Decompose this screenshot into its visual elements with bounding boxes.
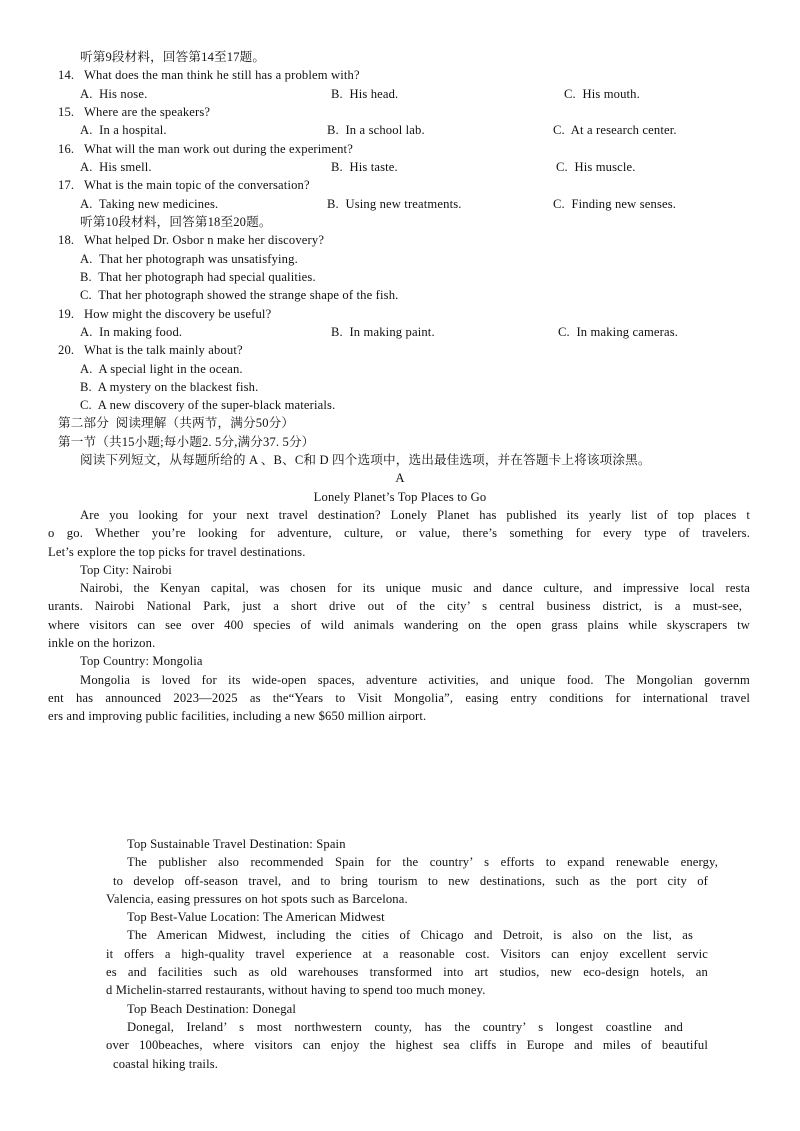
sustainable-line-2: to develop off-season travel, and to bring tourism to new destinations, such as the port city of	[113, 874, 708, 888]
city-line-4: inkle on the horizon.	[48, 636, 156, 650]
q16-option-a: A. His smell.	[80, 160, 152, 174]
beach-line-1: Donegal, Ireland’ s most northwestern county, has the country’ s longest coastline and	[127, 1020, 683, 1034]
q18-number: 18.	[58, 233, 75, 247]
q14-option-b: B. His head.	[331, 87, 399, 101]
q18-option-b: B. That her photograph had special qualities.	[80, 270, 316, 284]
q17-number: 17.	[58, 178, 75, 192]
q17-option-b: B. Using new treatments.	[327, 197, 462, 211]
q19-option-a: A. In making food.	[80, 325, 183, 339]
country-heading: Top Country: Mongolia	[80, 654, 203, 668]
q20-number: 20.	[58, 343, 75, 357]
q19-number: 19.	[58, 307, 75, 321]
sustainable-line-3: Valencia, easing pressures on hot spots such as Barcelona.	[106, 892, 408, 906]
passage-title: Lonely Planet’s Top Places to Go	[313, 490, 487, 504]
passage-letter: A	[395, 471, 405, 485]
value-line-1: The American Midwest, including the cities of Chicago and Detroit, is also on the list, as	[127, 928, 693, 942]
city-line-2: urants. Nairobi National Park, just a short drive out of the city’ s central business district, is a must-see,	[48, 599, 742, 613]
q20-option-c: C. A new discovery of the super-black materials.	[80, 398, 336, 412]
q17-question: What is the main topic of the conversation?	[84, 178, 310, 192]
instructions: 阅读下列短文，从每题所给的 A 、B、C和 D 四个选项中，选出最佳选项，并在答题卡上将该项涂黑。	[80, 453, 651, 467]
q16-option-c: C. His muscle.	[556, 160, 636, 174]
intro-line-2: o go. Whether you’re looking for adventure, culture, or value, there’s something for every type of travelers.	[48, 526, 750, 540]
q20-question: What is the talk mainly about?	[84, 343, 243, 357]
q15-option-c: C. At a research center.	[553, 123, 677, 137]
q18-question: What helped Dr. Osbor n make her discovery?	[84, 233, 325, 247]
value-line-4: d Michelin-starred restaurants, without having to spend too much money.	[106, 983, 486, 997]
city-line-1: Nairobi, the Kenyan capital, was chosen for its unique music and dance culture, and impressive local resta	[80, 581, 750, 595]
beach-line-2: over 100beaches, where visitors can enjoy the highest sea cliffs in Europe and miles of beautiful	[106, 1038, 708, 1052]
country-line-3: ers and improving public facilities, including a new $650 million airport.	[48, 709, 427, 723]
country-line-1: Mongolia is loved for its wide-open spaces, adventure activities, and unique food. The Mongolian governm	[80, 673, 750, 687]
q18-option-c: C. That her photograph showed the strange shape of the fish.	[80, 288, 399, 302]
city-heading: Top City: Nairobi	[80, 563, 172, 577]
q14-number: 14.	[58, 68, 75, 82]
part-title: 第二部分 阅读理解（共两节，满分50分）	[58, 416, 295, 430]
q16-question: What will the man work out during the experiment?	[84, 142, 353, 156]
q19-question: How might the discovery be useful?	[84, 307, 272, 321]
city-line-3: where visitors can see over 400 species of wild animals wandering on the open grass plains while skyscrapers tw	[48, 618, 750, 632]
section10-intro: 听第10段材料，回答第18至20题。	[80, 215, 272, 229]
q15-option-b: B. In a school lab.	[327, 123, 425, 137]
value-line-2: it offers a high-quality travel experience at a reasonable cost. Visitors can enjoy excellent servic	[106, 947, 708, 961]
q20-option-b: B. A mystery on the blackest fish.	[80, 380, 259, 394]
intro-line-3: Let’s explore the top picks for travel destinations.	[48, 545, 306, 559]
beach-line-3: coastal hiking trails.	[113, 1057, 219, 1071]
q16-option-b: B. His taste.	[331, 160, 398, 174]
q20-option-a: A. A special light in the ocean.	[80, 362, 243, 376]
sustainable-line-1: The publisher also recommended Spain for the country’ s efforts to expand renewable energy,	[127, 855, 718, 869]
q18-option-a: A. That her photograph was unsatisfying.	[80, 252, 298, 266]
intro-line-1: Are you looking for your next travel destination? Lonely Planet has published its yearly list of top places t	[80, 508, 750, 522]
country-line-2: ent has announced 2023—2025 as the“Years to Visit Mongolia”, easing entry conditions for international travel	[48, 691, 750, 705]
q19-option-c: C. In making cameras.	[558, 325, 679, 339]
q15-option-a: A. In a hospital.	[80, 123, 167, 137]
value-heading: Top Best-Value Location: The American Midwest	[127, 910, 385, 924]
q15-question: Where are the speakers?	[84, 105, 211, 119]
q19-option-b: B. In making paint.	[331, 325, 435, 339]
q14-option-a: A. His nose.	[80, 87, 148, 101]
q17-option-c: C. Finding new senses.	[553, 197, 677, 211]
beach-heading: Top Beach Destination: Donegal	[127, 1002, 297, 1016]
q17-option-a: A. Taking new medicines.	[80, 197, 219, 211]
q14-option-c: C. His mouth.	[564, 87, 640, 101]
sustainable-heading: Top Sustainable Travel Destination: Spain	[127, 837, 346, 851]
q15-number: 15.	[58, 105, 75, 119]
q14-question: What does the man think he still has a problem with?	[84, 68, 360, 82]
section-title: 第一节（共15小题;每小题2. 5分,满分37. 5分）	[58, 435, 315, 449]
value-line-3: es and facilities such as old warehouses transformed into art studios, new eco-design hotels, an	[106, 965, 708, 979]
section9-intro: 听第9段材料，回答第14至17题。	[80, 50, 266, 64]
q16-number: 16.	[58, 142, 75, 156]
